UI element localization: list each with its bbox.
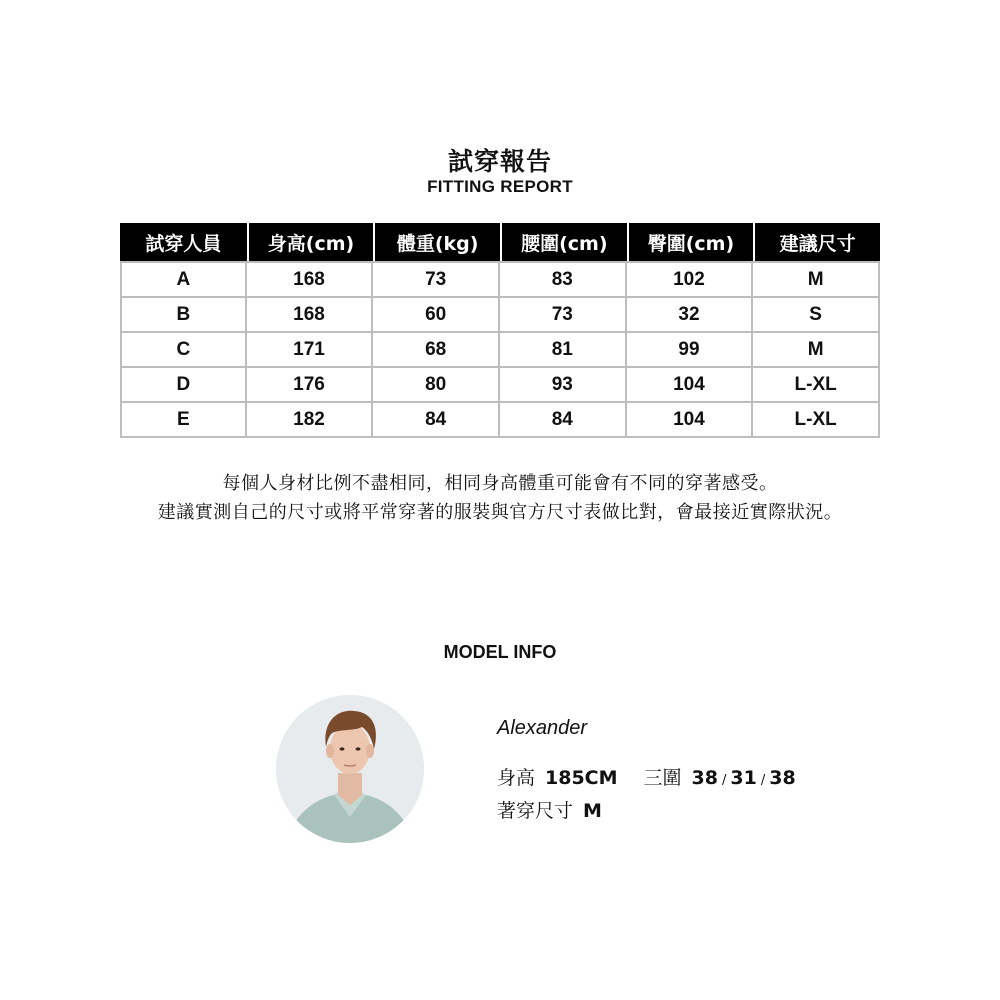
hip-value: 38 [769,767,796,789]
height-label: 身高 [497,767,536,789]
measurements-label: 三圍 [643,767,682,789]
height-value: 185CM [545,767,618,789]
table-header-row [120,223,880,261]
table-cell: D [120,368,247,403]
bust-value: 38 [691,767,718,789]
size-value: M [583,800,602,822]
waist-value: 31 [730,767,757,789]
table-cell: L-XL [753,368,880,403]
table-cell: 182 [247,403,374,438]
person-photo-icon [276,695,424,843]
table-row [120,368,880,403]
table-cell: C [120,333,247,368]
column-header: 身高(cm) [247,223,374,261]
fitting-table [120,223,880,438]
column-header: 臀圍(cm) [627,223,754,261]
table-cell: 171 [247,333,374,368]
table-cell: 102 [627,261,754,298]
table-cell: 84 [500,403,627,438]
model-size [497,796,602,823]
table-cell: A [120,261,247,298]
table-row [120,298,880,333]
table-row [120,261,880,298]
table-cell: 104 [627,403,754,438]
model-name: Alexander [497,717,588,739]
table-cell: L-XL [753,403,880,438]
column-header: 建議尺寸 [753,223,880,261]
table-row [120,403,880,438]
table-cell: 73 [373,261,500,298]
table-cell: 168 [247,261,374,298]
table-cell: 81 [500,333,627,368]
column-header: 體重(kg) [373,223,500,261]
page-subtitle: FITTING REPORT [427,177,573,196]
table-cell: E [120,403,247,438]
table-cell: M [753,333,880,368]
table-cell: 80 [373,368,500,403]
table-cell: 176 [247,368,374,403]
separator: / [722,773,727,788]
table-cell: 83 [500,261,627,298]
table-cell: 32 [627,298,754,333]
table-cell: 68 [373,333,500,368]
column-header: 腰圍(cm) [500,223,627,261]
table-cell: 99 [627,333,754,368]
fit-note-line-2: 建議實測自己的尺寸或將平常穿著的服裝與官方尺寸表做比對，會最接近實際狀況。 [157,502,843,523]
table-row [120,333,880,368]
table-cell: M [753,261,880,298]
model-info-heading: MODEL INFO [443,642,557,662]
column-header: 試穿人員 [120,223,247,261]
table-cell: 73 [500,298,627,333]
fit-note-line-1: 每個人身材比例不盡相同，相同身高體重可能會有不同的穿著感受。 [222,473,778,494]
model-measurements [497,763,796,790]
table-cell: 60 [373,298,500,333]
separator: / [760,773,766,788]
table-cell: S [753,298,880,333]
size-label: 著穿尺寸 [497,800,574,822]
page-title: 試穿報告 [447,147,552,176]
table-cell: 93 [500,368,627,403]
table-cell: 168 [247,298,374,333]
table-cell: 104 [627,368,754,403]
table-cell: 84 [373,403,500,438]
table-cell: B [120,298,247,333]
